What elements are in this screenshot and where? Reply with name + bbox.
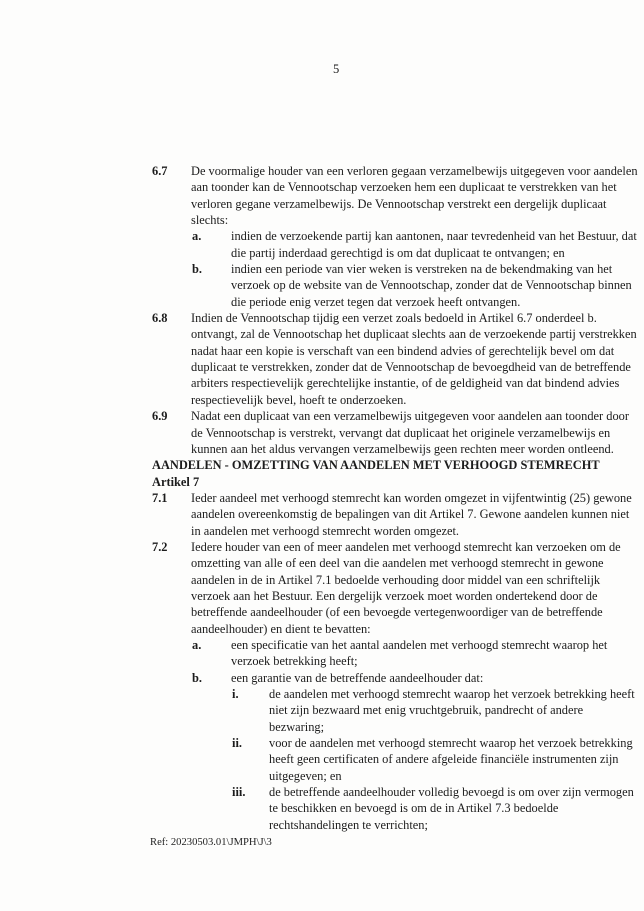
clause-item [152,408,632,457]
reference-footer: Ref: 20230503.01\JMPH\J\3 [150,837,272,848]
document-content [152,163,638,833]
text-line: verloren gegane verzamelbewijs. De Vennootschap verstrekt een dergelijk duplicaat [191,196,607,211]
text-line: een specificatie van het aantal aandelen met verhoogd stemrecht waarop het [231,637,608,652]
clause-item [152,784,632,833]
text-line: heeft geen certificaten of andere afgeleide financiële instrumenten zijn [269,752,619,767]
text-line: Ieder aandeel met verhoogd stemrecht kan worden omgezet in vijfentwintig (25) gewone [191,490,632,505]
text-line: te beschikken en bevoegd is om de in Artikel 7.3 bedoelde [269,801,559,816]
clause-item [152,261,632,310]
clause-item [152,490,632,539]
clause-marker: b. [192,670,202,685]
text-line: duplicaat te verstrekken, zonder dat de Vennootschap de bevoegdheid van de betreffende [191,360,631,375]
text-line: Indien de Vennootschap tijdig een verzet zoals bedoeld in Artikel 6.7 onderdeel b. [191,311,597,326]
clause-marker: i. [232,687,239,701]
text-line: Iedere houder van een of meer aandelen met verhoogd stemrecht kan verzoeken om de [191,539,621,554]
text-line: aan toonder kan de Vennootschap verzoeken hem een duplicaat te verstrekken van het [191,180,617,195]
section-heading [152,457,632,473]
clause-marker: 7.1 [152,490,168,505]
text-line: een garantie van de betreffende aandeelhouder dat: [231,670,484,685]
text-line: indien de verzoekende partij kan aantonen, naar tevredenheid van het Bestuur, dat [231,229,637,244]
clause-marker: 6.9 [152,409,168,424]
text-line: niet zijn bezwaard met enig vruchtgebruik, pandrecht of andere [269,703,584,718]
clause-item [152,670,632,686]
clause-item [152,163,638,228]
text-line: AANDELEN - OMZETTING VAN AANDELEN MET VERHOOGD STEMRECHT [152,458,600,473]
text-line: Artikel 7 [152,474,200,489]
text-line: in aandelen met verhoogd stemrecht worden omgezet. [191,523,460,538]
clause-marker: 6.7 [152,164,168,178]
clause-item [152,637,632,670]
text-line: voor de aandelen met verhoogd stemrecht waarop het verzoek betrekking [269,736,633,751]
clause-marker: 6.8 [152,311,168,326]
text-line: verzoek aan het Bestuur. Een dergelijk verzoek moet worden ondertekend door de [191,588,598,603]
clause-item [152,686,635,735]
text-line: de betreffende aandeelhouder volledig bevoegd is om over zijn vermogen [269,785,634,800]
section-heading [152,474,632,490]
text-line: verzoek betrekking heeft; [231,654,358,669]
text-line: die periode enig verzet tegen dat verzoek heeft ontvangen. [231,294,521,309]
text-line: de Vennootschap is verstrekt, vervangt dat duplicaat het originele verzamelbewijs en [191,425,611,440]
text-line: arbiters respectievelijk gerechtelijke instantie, of de geldigheid van dat bindend advies [191,376,620,391]
text-line: nadat haar een kopie is verschaft van een bindend advies of gerechtelijk bevel om dat [191,343,615,358]
text-line: indien een periode van vier weken is verstreken na de bekendmaking van het [231,262,613,277]
text-line: bezwaring; [269,719,325,734]
page-number: 5 [333,62,340,76]
text-line: aandelen in de in Artikel 7.1 bedoelde verhouding door middel van een schriftelijk [191,572,601,587]
text-line: aandeelhouder) en dient te bevatten: [191,621,371,636]
text-line: kunnen aan het aldus vervangen verzamelbewijs geen rechten meer worden ontleend. [191,441,614,456]
text-line: ontvangt, zal de Vennootschap het duplicaat slechts aan de verzoekende partij verstrekken [191,327,637,342]
clause-marker: a. [192,637,202,652]
clause-item [152,735,632,784]
text-line: aandelen overeenkomstig de bepalingen van dit Artikel 7. Gewone aandelen kunnen niet [191,507,630,522]
clause-marker: ii. [232,736,242,751]
clause-marker: a. [192,229,202,244]
text-line: verzoek op de website van de Vennootschap, zonder dat de Vennootschap binnen [231,278,632,293]
clause-item [152,310,637,408]
text-line: die partij inderdaad gerechtigd is om dat duplicaat te ontvangen; en [231,245,565,260]
text-line: de aandelen met verhoogd stemrecht waarop het verzoek betrekking heeft [269,687,635,701]
text-line: betreffende aandeelhouder (of een bevoegde vertegenwoordiger van de betreffende [191,605,603,620]
text-line: uitgegeven; en [269,768,342,783]
clause-marker: 7.2 [152,539,168,554]
text-line: omzetting van alle of een deel van die aandelen met verhoogd stemrecht in gewone [191,556,604,571]
text-line: De voormalige houder van een verloren gegaan verzamelbewijs uitgegeven voor aandelen [191,164,638,178]
clause-marker: b. [192,262,202,277]
clause-marker: iii. [232,785,246,800]
text-line: respectievelijk bevel, hoeft te onderzoeken. [191,392,407,407]
clause-item [152,539,632,637]
text-line: Nadat een duplicaat van een verzamelbewijs uitgegeven voor aandelen aan toonder door [191,409,629,424]
clause-item [152,228,637,261]
text-line: slechts: [191,213,229,228]
text-line: rechtshandelingen te verrichten; [269,817,428,832]
